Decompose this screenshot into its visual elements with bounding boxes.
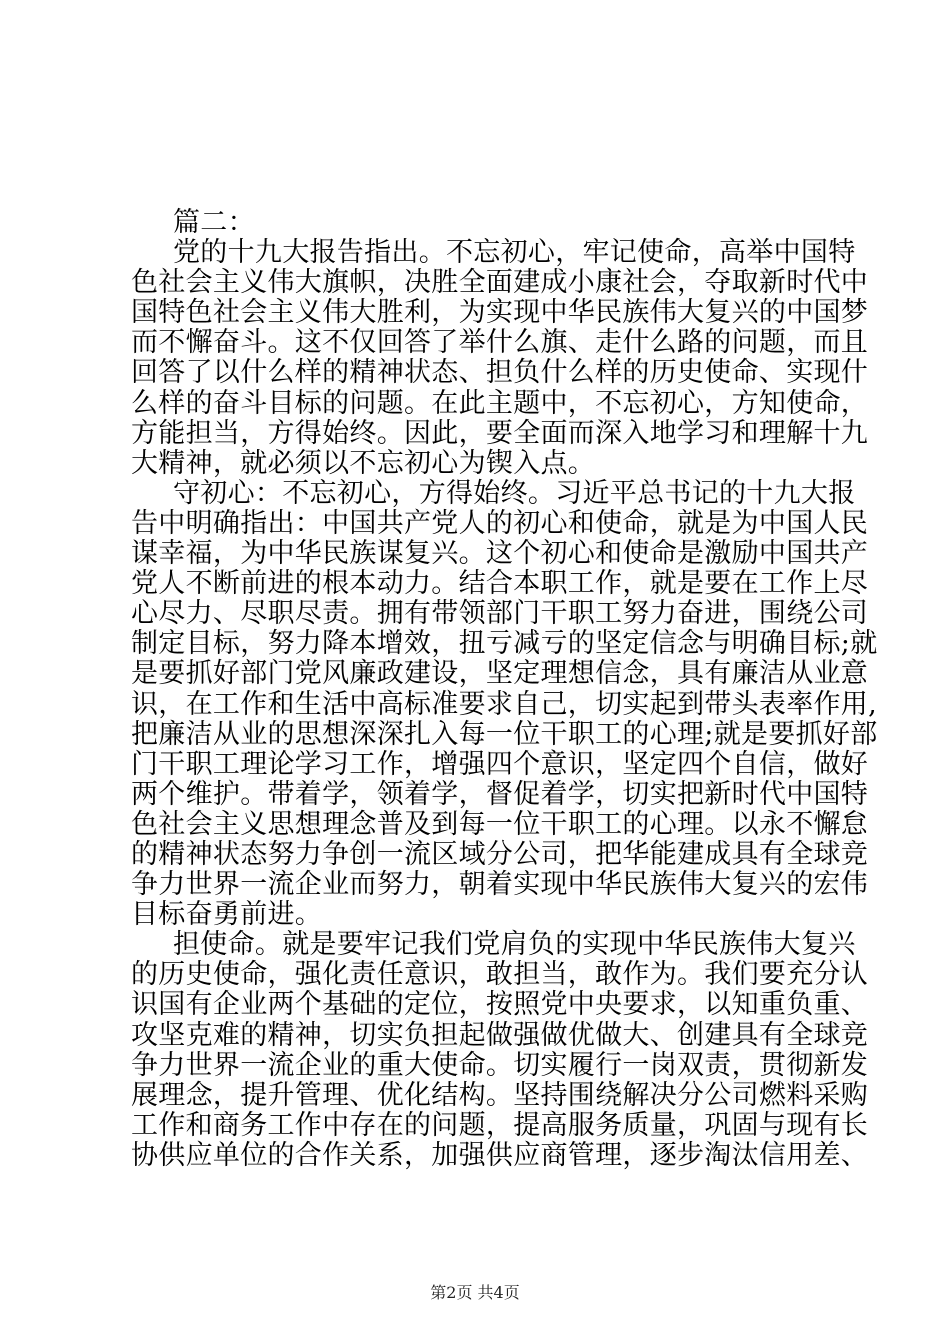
paragraph-line: 色社会主义思想理念普及到每一位干职工的心理。以永不懈怠 [131, 808, 869, 840]
paragraph-line: 展理念，提升管理、优化结构。坚持围绕解决分公司燃料采购 [131, 1079, 869, 1111]
paragraph-line: 谋幸福，为中华民族谋复兴。这个初心和使命是激励中国共产 [131, 538, 869, 570]
paragraph-line: 心尽力、尽职尽责。拥有带领部门干职工努力奋进，围绕公司 [131, 598, 869, 630]
paragraph-line: 色社会主义伟大旗帜，决胜全面建成小康社会，夺取新时代中 [131, 267, 869, 299]
paragraph-line: 方能担当，方得始终。因此，要全面而深入地学习和理解十九 [131, 417, 869, 449]
paragraph-line: 识国有企业两个基础的定位，按照党中央要求，以知重负重、 [131, 989, 869, 1021]
paragraph-container [131, 237, 878, 1171]
paragraph-line: 回答了以什么样的精神状态、担负什么样的历史使命、实现什 [131, 357, 869, 389]
paragraph-line: 把廉洁从业的思想深深扎入每一位干职工的心理;就是要抓好部 [131, 718, 878, 750]
paragraph-line: 大精神，就必须以不忘初心为锲入点。 [131, 447, 596, 479]
paragraph-line: 争力世界一流企业的重大使命。切实履行一岗双责，贯彻新发 [131, 1049, 869, 1081]
paragraph [131, 477, 878, 931]
paragraph-line: 识，在工作和生活中高标准要求自己，切实起到带头表率作用, [131, 688, 877, 720]
paragraph-line: 的精神状态努力争创一流区域分公司，把华能建成具有全球竞 [131, 838, 869, 870]
paragraph-line: 而不懈奋斗。这不仅回答了举什么旗、走什么路的问题，而且 [131, 327, 869, 359]
paragraph-line: 工作和商务工作中存在的问题，提高服务质量，巩固与现有长 [131, 1109, 869, 1141]
paragraph [131, 929, 869, 1171]
document-body [131, 207, 878, 1171]
paragraph-line: 是要抓好部门党风廉政建设，坚定理想信念，具有廉洁从业意 [131, 658, 869, 690]
paragraph-line: 协供应单位的合作关系，加强供应商管理，逐步淘汰信用差、 [131, 1139, 869, 1171]
paragraph-line: 争力世界一流企业而努力，朝着实现中华民族伟大复兴的宏伟 [131, 869, 869, 901]
paragraph-line: 党的十九大报告指出。不忘初心，牢记使命，高举中国特 [173, 237, 856, 269]
paragraph-line: 担使命。就是要牢记我们党肩负的实现中华民族伟大复兴 [173, 929, 856, 961]
paragraph-line: 告中明确指出：中国共产党人的初心和使命，就是为中国人民 [131, 507, 869, 539]
paragraph-line: 攻坚克难的精神，切实负担起做强做优做大、创建具有全球竞 [131, 1019, 869, 1051]
paragraph-line: 门干职工理论学习工作，增强四个意识，坚定四个自信，做好 [131, 748, 869, 780]
paragraph-line: 守初心：不忘初心，方得始终。习近平总书记的十九大报 [173, 477, 856, 509]
paragraph-line: 制定目标，努力降本增效，扭亏减亏的坚定信念与明确目标;就 [131, 628, 878, 660]
paragraph [131, 237, 869, 479]
paragraph-line: 国特色社会主义伟大胜利，为实现中华民族伟大复兴的中国梦 [131, 297, 869, 329]
paragraph-line: 么样的奋斗目标的问题。在此主题中，不忘初心，方知使命， [131, 387, 869, 419]
paragraph-line: 党人不断前进的根本动力。结合本职工作，就是要在工作上尽 [131, 568, 869, 600]
paragraph-line: 两个维护。带着学，领着学，督促着学，切实把新时代中国特 [131, 778, 869, 810]
section-heading: 篇二： [173, 207, 255, 238]
paragraph-line: 目标奋勇前进。 [131, 899, 323, 931]
page-footer: 第2页 共4页 [430, 1283, 520, 1302]
paragraph-line: 的历史使命，强化责任意识，敢担当，敢作为。我们要充分认 [131, 959, 869, 991]
